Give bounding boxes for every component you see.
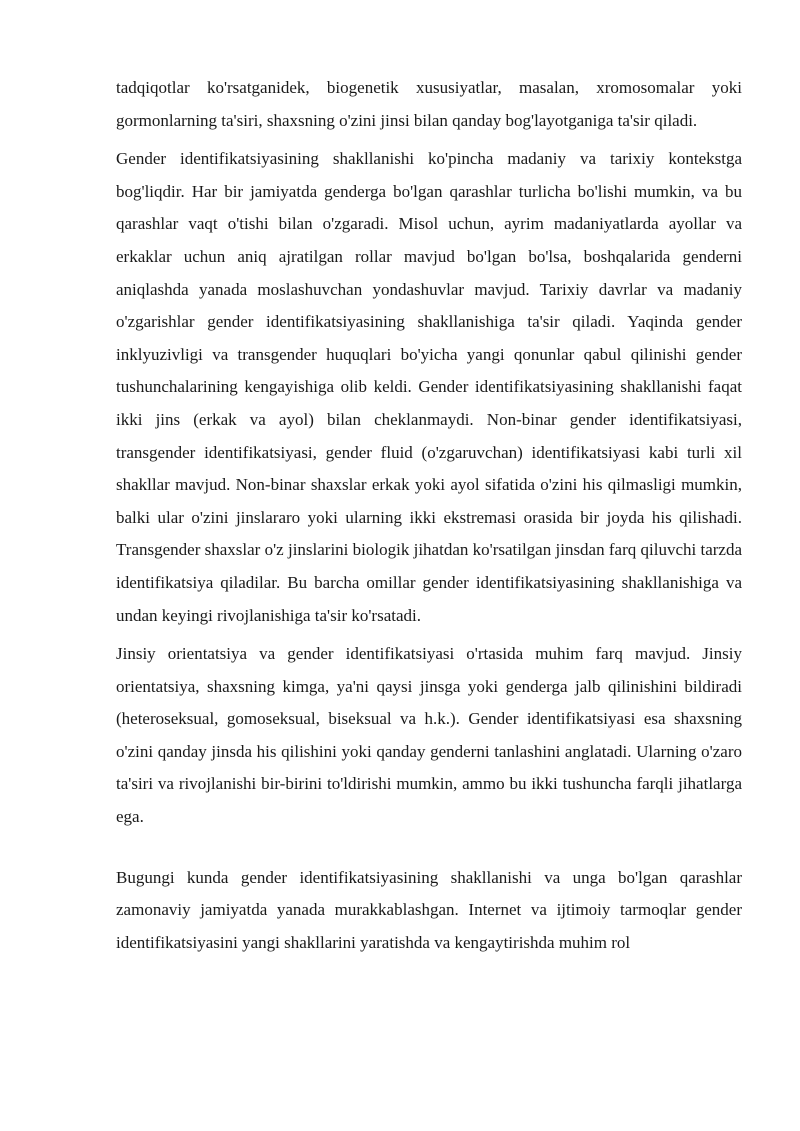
paragraph-spacer [116, 840, 742, 862]
paragraph: Bugungi kunda gender identifikatsiyasining shakllanishi va unga bo'lgan qarashlar zamonaviy jamiyatda yanada murakkablashgan. Internet va ijtimoiy tarmoqlar gender identifikatsiyasini yangi shakllarini yaratishda va kengaytirishda muhim rol [116, 867, 742, 952]
document-page [116, 72, 742, 965]
paragraph: Jinsiy orientatsiya va gender identifikatsiyasi o'rtasida muhim farq mavjud. Jinsiy orientatsiya, shaxsning kimga, ya'ni qaysi jinsga yoki genderga jalb qilinishini bildiradi (heteroseksual, gomoseksual, biseksual va h.k.). Gender identifikatsiyasi esa shaxsning o'zini qanday jinsda his qilishini yoki qanday genderni tanlashini anglatadi. Ularning o'zaro ta'siri va rivojlanishi bir-birini to'ldirishi mumkin, ammo bu ikki tushuncha farqli jihatlarga ega. [116, 644, 742, 827]
paragraph: Gender identifikatsiyasining shakllanishi ko'pincha madaniy va tarixiy kontekstga bog'liqdir. Har bir jamiyatda genderga bo'lgan qarashlar turlicha bo'lishi mumkin, va bu qarashlar vaqt o'tishi bilan o'zgaradi. Misol uchun, ayrim madaniyatlarda ayollar va erkaklar uchun aniq ajratilgan rollar mavjud bo'lgan bo'lsa, boshqalarida genderni aniqlashda yanada moslashuvchan yondashuvlar mavjud. Tarixiy davrlar va madaniy o'zgarishlar gender identifikatsiyasining shakllanishiga ta'sir qiladi. Yaqinda gender inklyuzivligi va transgender huquqlari bo'yicha yangi qonunlar qabul qilinishi gender tushunchalarining kengayishiga olib keldi. Gender identifikatsiyasining shakllanishi faqat ikki jins (erkak va ayol) bilan cheklanmaydi. Non-binar gender identifikatsiyasi, transgender identifikatsiyasi, gender fluid (o'zgaruvchan) identifikatsiyasi kabi turli xil shakllar mavjud. Non-binar shaxslar erkak yoki ayol sifatida o'zini his qilmasligi mumkin, balki ular o'zini jinslararo yoki ularning ikki ekstremasi orasida bir joyda his qilishadi. Transgender shaxslar o'z jinslarini biologik jihatdan ko'rsatilgan jinsdan farq qiluvchi tarzda identifikatsiya qiladilar. Bu barcha omillar gender identifikatsiyasining shakllanishiga va undan keyingi rivojlanishiga ta'sir ko'rsatadi. [116, 149, 742, 625]
paragraph: tadqiqotlar ko'rsatganidek, biogenetik xususiyatlar, masalan, xromosomalar yoki gormonlarning ta'siri, shaxsning o'zini jinsi bilan qanday bog'layotganiga ta'sir qiladi. [116, 78, 742, 130]
